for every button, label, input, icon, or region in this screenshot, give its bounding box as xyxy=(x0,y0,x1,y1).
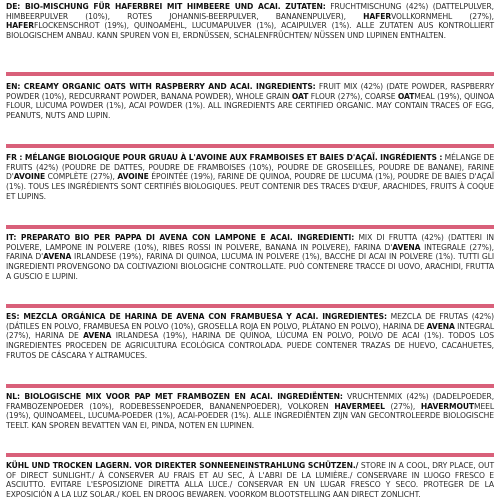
dutch-heading: NL: BIOLOGISCHE MIX VOOR PAP MET FRAMBOZEN EN ACAI. INGREDIËNTEN: xyxy=(6,392,343,401)
divider-bar xyxy=(6,453,494,457)
german-heading: DE: BIO-MISCHUNG FÜR HAFERBREI MIT HIMBEERE UND ACAI. ZUTATEN: xyxy=(6,2,326,11)
english-heading: EN: CREAMY ORGANIC OATS WITH RASPBERRY AND ACAI. INGREDIENTS: xyxy=(6,82,316,91)
divider-bar xyxy=(6,304,494,308)
divider-bar xyxy=(6,225,494,229)
section-dutch: NL: BIOLOGISCHE MIX VOOR PAP MET FRAMBOZEN EN ACAI. INGREDIËNTEN: VRUCHTENMIX (42%) (DADELPOEDER, FRAMBOZENPOEDER (10%), RODEBESSENPOEDER, BANANENPOEDER), VOLKOREN HAVERMEEL (27%), HAVERMOUTMEEL (19%), QUINOAMEEL, LUCUMA-POEDER (1%), ACAI-POEDER (1%). ALLE INGREDIËNTEN ZIJN VAN GECONTROLEERDE BIOLOGISCHE TEELT. KAN SPOREN BEVATTEN VAN EI, PINDA, NOTEN EN LUPINEN. xyxy=(6,392,495,431)
section-german: DE: BIO-MISCHUNG FÜR HAFERBREI MIT HIMBEERE UND ACAI. ZUTATEN: FRUCHTMISCHUNG (42%) (DATTELPULVER, HIMBEERPULVER (10%), ROTES JOHANNIS-BEERPULVER, BANANENPULVER), HAFERVOLLKORNMEHL (27%), HAFERFLOCKENSCHROT (19%), QUINOAMEHL, LUCUMAPULVER (1%), ACAIPULVER (1%). ALLE ZUTATEN AUS KONTROLLIERT BIOLOGISCHEM ANBAU. KANN SPUREN VON EI, ERDNÜSSEN, SCHALENFRÜCHTEN/ NÜSSEN UND LUPINEN ENTHALTEN. xyxy=(6,2,494,41)
french-heading: FR : MÉLANGE BIOLOGIQUE POUR GRUAU À L'AVOINE AUX FRAMBOISES ET BAIES D'AÇAÏ. INGRÉDIENTS : xyxy=(6,153,443,162)
section-storage: KÜHL UND TROCKEN LAGERN. VOR DIREKTER SONNEENEINSTRAHLUNG SCHÜTZEN./ STORE IN A COOL, DRY PLACE, OUT OF DIRECT SUNLIGHT./ À CONSERVER AU FRAIS ET AU SEC, À L'ABRI DE LA LUMIÈRE./ CONSERVARE IN LUOGO FRESCO E ASCIUTTO. EVITARE L'ESPOSIZIONE DIRETTA ALLA LUCE./ CONSERVAR EN UN LUGAR FRESCO Y SECO. PROTEGER DE LA EXPOSICIÓN A LA LUZ SOLAR./ KOEL EN DROOG BEWAREN. VOORKOM BLOOTSTELLING AAN DIRECT ZONLICHT. xyxy=(6,461,494,500)
section-italian: IT: PREPARATO BIO PER PAPPA DI AVENA CON LAMPONE E ACAI. INGREDIENTI: MIX DI FRUTTA (42%) (DATTERI IN POLVERE, LAMPONE IN POLVERE (10%), RIBES ROSSI IN POLVERE, BANANA IN POLVERE), FARINA D'AVENA INTEGRALE (27%), FARINA D'AVENA IRLANDESE (19%), FARINA DI QUINOA, LUCUMA IN POLVERE (1%), BACCHE DI ACAI IN POLVERE (1%). TUTTI GLI INGREDIENTI PROVENGONO DA COLTIVAZIONI BIOLOGICHE CONTROLLATE. PUÒ CONTENERE TRACCE DI UOVO, ARACHIDI, FRUTTA A GUSCIO E LUPINI. xyxy=(6,233,494,281)
italian-heading: IT: PREPARATO BIO PER PAPPA DI AVENA CON LAMPONE E ACAI. INGREDIENTI: xyxy=(6,233,355,242)
section-spanish: ES: MEZCLA ORGÁNICA DE HARINA DE AVENA CON FRAMBUESA Y ACAI. INGREDIENTES: MEZCLA DE FRUTAS (42%) (DÁTILES EN POLVO, FRAMBUESA EN POLVO (10%), GROSELLA ROJA EN POLVO, PLÁTANO EN POLVO), HARINA DE AVENA INTEGRAL (27%), HARINA DE AVENA IRLANDESA (19%), HARINA DE QUINOA, LÚCUMA EN POLVO, POLVO DE ACAI (1%). TODOS LOS INGREDIENTES PROCEDEN DE AGRICULTURA ECOLÓGICA CONTROLADA. PUEDE CONTENER TRAZAS DE HUEVO, CACAHUETES, FRUTOS DE CÁSCARA Y ALTRAMUCES. xyxy=(6,312,494,360)
section-french: FR : MÉLANGE BIOLOGIQUE POUR GRUAU À L'AVOINE AUX FRAMBOISES ET BAIES D'AÇAÏ. INGRÉDIENTS : MÉLANGE DE FRUITS (42%) (POUDRE DE DATTES, POUDRE DE FRAMBOISES (10%), POUDRE DE GROSEILLES, POUDRE DE BANANE), FARINE D'AVOINE COMPLÈTE (27%), AVOINE ÉPOINTÉE (19%), FARINE DE QUINOA, POUDRE DE LUCUMA (1%), POUDRE DE BAIES D'AÇAÏ (1%). TOUS LES INGRÉDIENTS SONT CERTIFIÉS BIOLOGIQUES. PEUT CONTENIR DES TRACES D'ŒUF, ARACHIDES, FRUITS À COQUE ET LUPINS. xyxy=(6,153,495,201)
section-english: EN: CREAMY ORGANIC OATS WITH RASPBERRY AND ACAI. INGREDIENTS: FRUIT MIX (42%) (DATE POWDER, RASPBERRY POWDER (10%), REDCURRANT POWDER, BANANA POWDER), WHOLE GRAIN OAT FLOUR (27%), COARSE OATMEAL (19%), QUINOA FLOUR, LUCUMA POWDER (1%), ACAI POWDER (1%). ALL INGREDIENTS ARE CERTIFIED ORGANIC. MAY CONTAIN TRACES OF EGG, PEANUTS, NUTS AND LUPIN. xyxy=(6,82,494,121)
divider-bar xyxy=(6,384,494,388)
divider-bar xyxy=(6,72,494,76)
divider-bar xyxy=(6,144,494,148)
storage-heading: KÜHL UND TROCKEN LAGERN. VOR DIREKTER SONNEENEINSTRAHLUNG SCHÜTZEN./ xyxy=(6,461,359,470)
spanish-heading: ES: MEZCLA ORGÁNICA DE HARINA DE AVENA CON FRAMBUESA Y ACAI. INGREDIENTES: xyxy=(6,312,387,321)
